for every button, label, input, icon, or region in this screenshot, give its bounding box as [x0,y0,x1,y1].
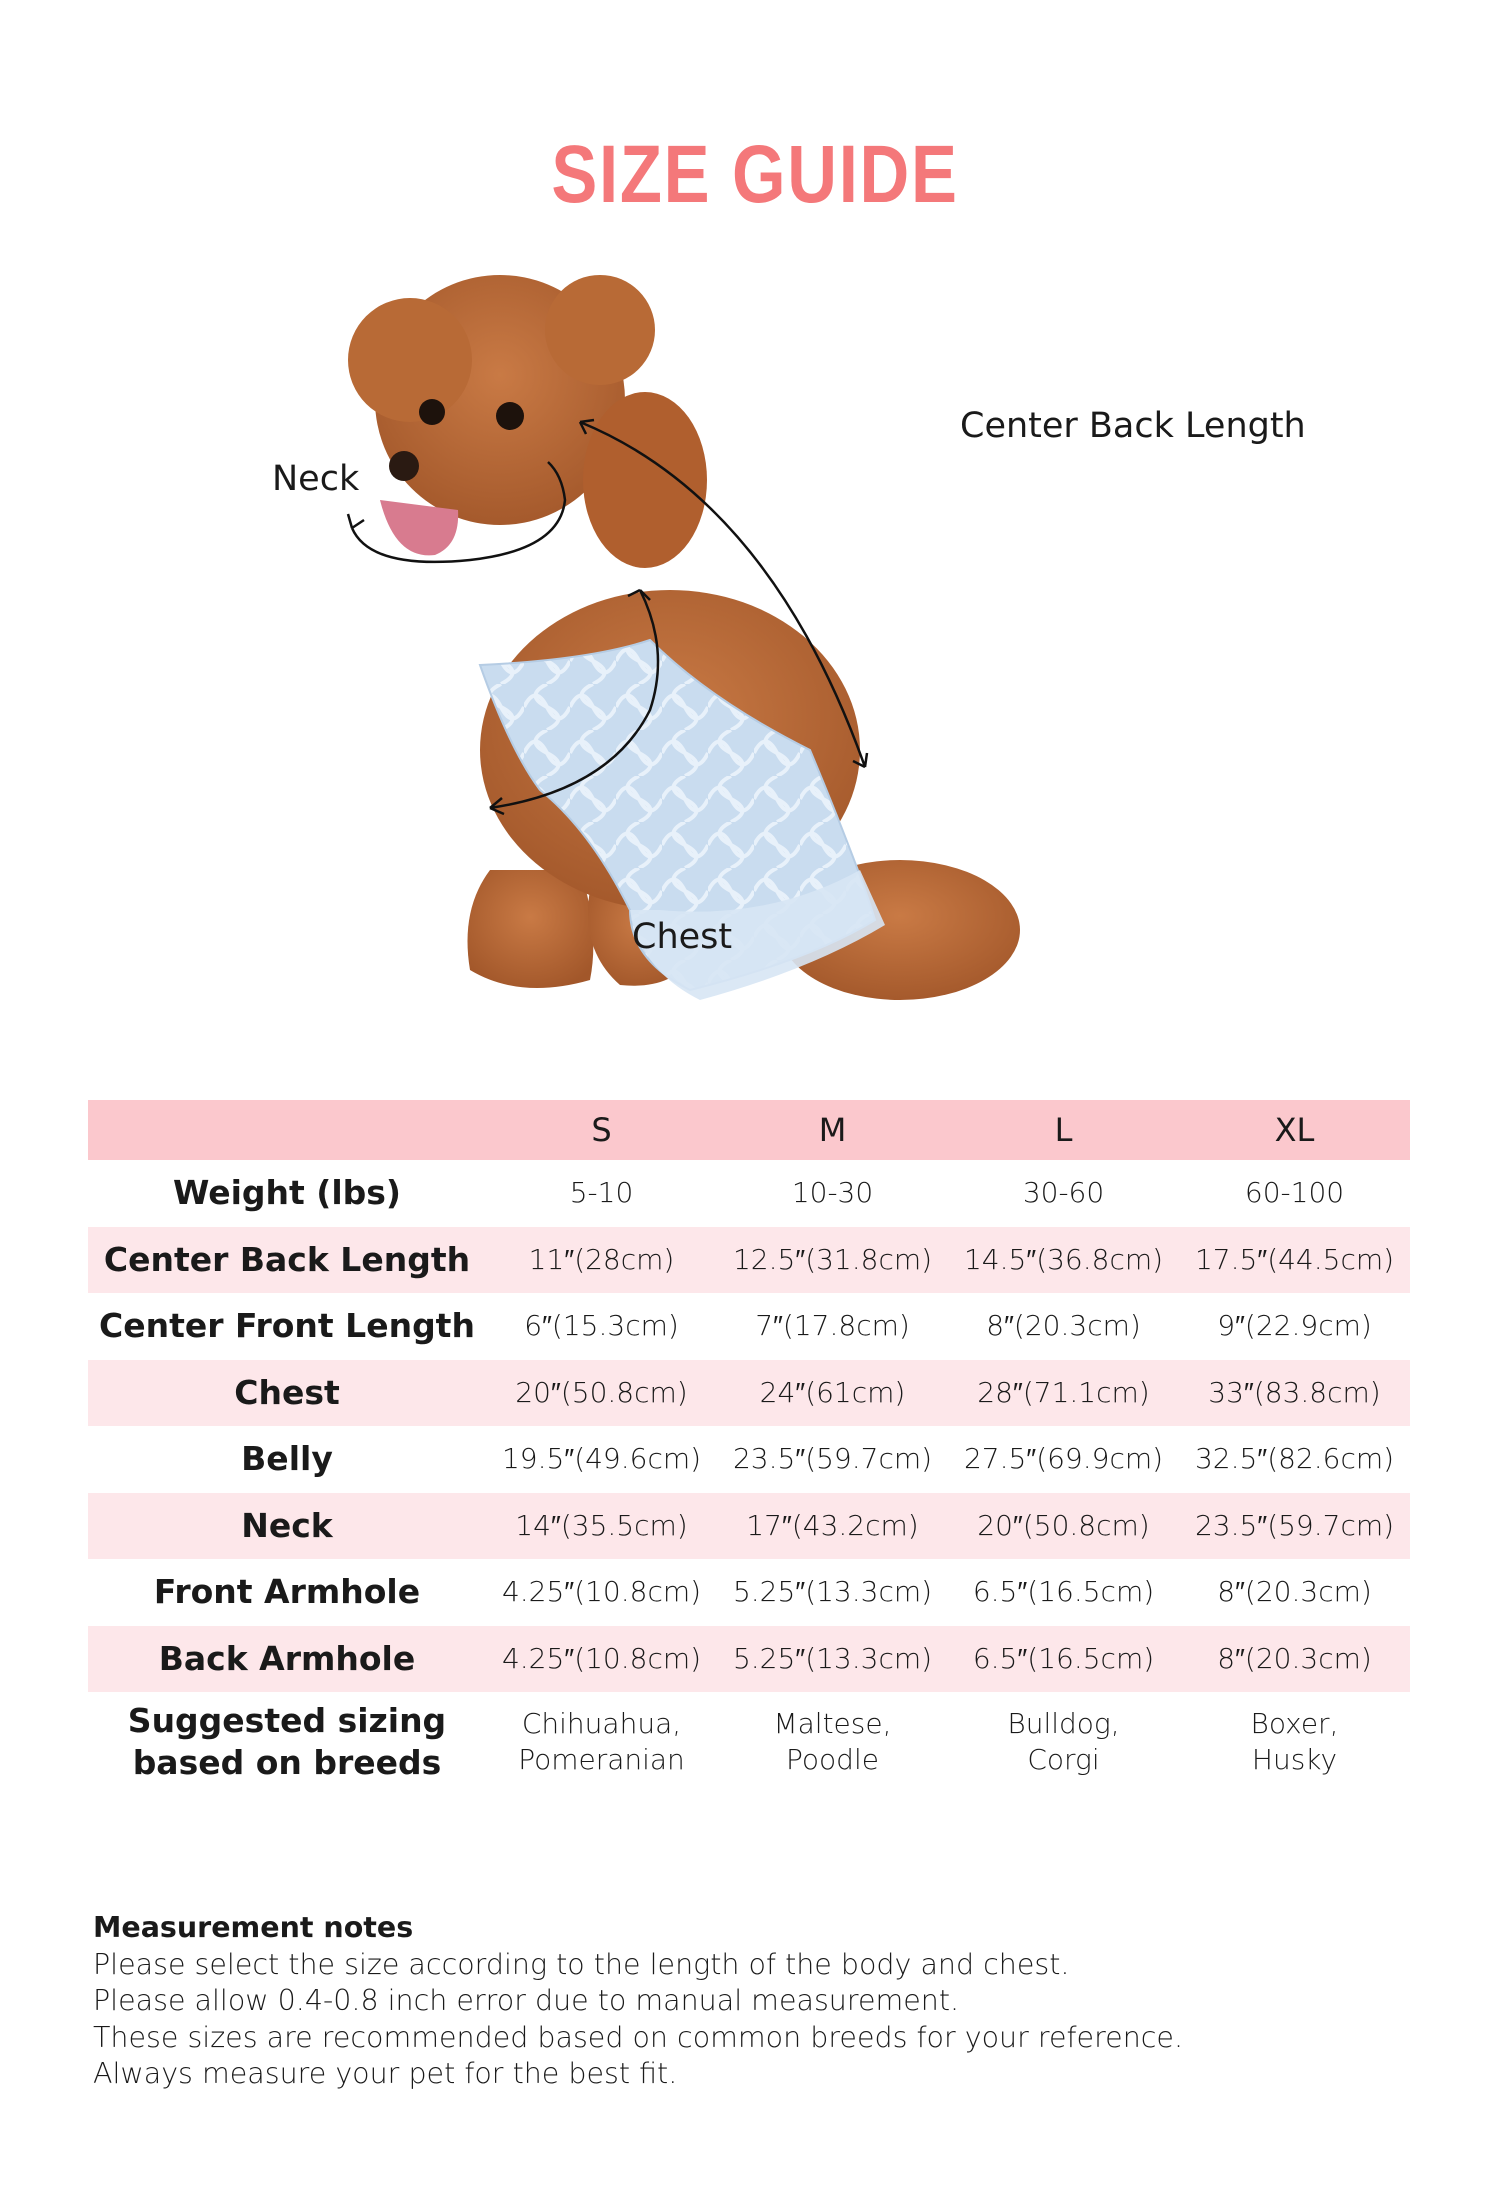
row-label: Back Armhole [158,1638,416,1678]
table-cell: 9″(22.9cm) [1217,1309,1372,1343]
table-row-neck [88,1493,1410,1560]
size-table [88,1100,1410,1792]
table-cell [486,1692,717,1792]
table-cell: 4.25″(10.8cm) [501,1641,702,1675]
dog-measurement-diagram [272,270,1320,1030]
center-back-length-label: Center Back Length [960,406,1306,446]
table-row-center-front-length [88,1293,1410,1360]
table-cell: 6.5″(16.5cm) [972,1575,1155,1609]
row-label: Belly [241,1439,333,1479]
table-cell: 4.25″(10.8cm) [501,1575,702,1609]
table-cell: 5.25″(13.3cm) [732,1575,933,1609]
breed-line: Husky [1251,1743,1338,1776]
size-header-s: S [591,1111,612,1149]
table-row-suggested-breeds [88,1692,1410,1792]
header-blank [88,1100,486,1160]
row-label: Neck [241,1505,333,1545]
table-row-belly [88,1426,1410,1493]
table-cell: 24″(61cm) [759,1375,906,1409]
table-cell: 5-10 [569,1176,634,1210]
row-label: Chest [234,1372,340,1412]
table-cell: 20″(50.8cm) [515,1375,688,1409]
notes-title: Measurement notes [93,1911,414,1944]
table-cell: 8″(20.3cm) [986,1309,1141,1343]
breed-line: Maltese, [773,1707,892,1740]
size-header-m: M [818,1111,847,1149]
table-cell: 23.5″(59.7cm) [1194,1508,1395,1542]
table-cell: 14″(35.5cm) [515,1508,688,1542]
row-label: Weight (lbs) [172,1173,402,1213]
table-cell: 11″(28cm) [528,1242,675,1276]
neck-label: Neck [272,459,360,499]
table-cell: 60-100 [1244,1176,1345,1210]
breed-line: Boxer, [1250,1707,1339,1740]
table-cell: 23.5″(59.7cm) [732,1442,933,1476]
table-cell: 14.5″(36.8cm) [963,1242,1164,1276]
note-line: Always measure your pet for the best fit. [93,2057,678,2090]
size-header-row [88,1100,1410,1160]
table-row-back-armhole [88,1626,1410,1693]
size-header-xl: XL [1274,1111,1315,1149]
breed-line: Poodle [786,1743,879,1776]
breed-line: Corgi [1027,1743,1100,1776]
breed-line: Pomeranian [518,1743,685,1776]
table-cell [948,1692,1179,1792]
size-header-l: L [1054,1111,1073,1149]
table-cell: 8″(20.3cm) [1217,1641,1372,1675]
table-cell: 12.5″(31.8cm) [732,1242,933,1276]
note-line: Please allow 0.4-0.8 inch error due to manual measurement. [93,1984,960,2017]
table-row-center-back-length [88,1227,1410,1294]
table-cell: 27.5″(69.9cm) [963,1442,1164,1476]
breeds-label-line2: based on breeds [132,1743,442,1782]
row-label [88,1692,486,1792]
note-line: Please select the size according to the length of the body and chest. [93,1947,1070,1981]
table-cell: 33″(83.8cm) [1208,1375,1381,1409]
table-cell: 7″(17.8cm) [755,1309,910,1343]
note-line: These sizes are recommended based on common breeds for your reference. [93,2020,1184,2054]
table-cell: 10-30 [791,1176,874,1210]
breeds-label-line1: Suggested sizing [127,1701,447,1740]
table-cell: 8″(20.3cm) [1217,1575,1372,1609]
table-cell: 6.5″(16.5cm) [972,1641,1155,1675]
table-cell: 30-60 [1022,1176,1105,1210]
page-title: SIZE GUIDE [551,129,959,220]
table-cell [717,1692,948,1792]
table-cell: 19.5″(49.6cm) [501,1442,702,1476]
row-label: Center Back Length [103,1239,471,1279]
table-cell: 32.5″(82.6cm) [1194,1442,1395,1476]
table-cell: 28″(71.1cm) [977,1375,1150,1409]
chest-label: Chest [632,917,733,957]
row-label: Front Armhole [153,1572,421,1612]
measurement-notes [93,1910,1393,2093]
table-cell: 5.25″(13.3cm) [732,1641,933,1675]
table-row-front-armhole [88,1559,1410,1626]
breed-line: Bulldog, [1007,1707,1120,1740]
table-cell: 6″(15.3cm) [524,1309,679,1343]
breed-line: Chihuahua, [521,1707,682,1740]
table-cell: 17.5″(44.5cm) [1194,1242,1395,1276]
table-cell: 17″(43.2cm) [746,1508,919,1542]
table-row-weight [88,1160,1410,1227]
table-cell: 20″(50.8cm) [977,1508,1150,1542]
table-row-chest [88,1360,1410,1427]
table-cell [1179,1692,1410,1792]
row-label: Center Front Length [99,1306,475,1346]
